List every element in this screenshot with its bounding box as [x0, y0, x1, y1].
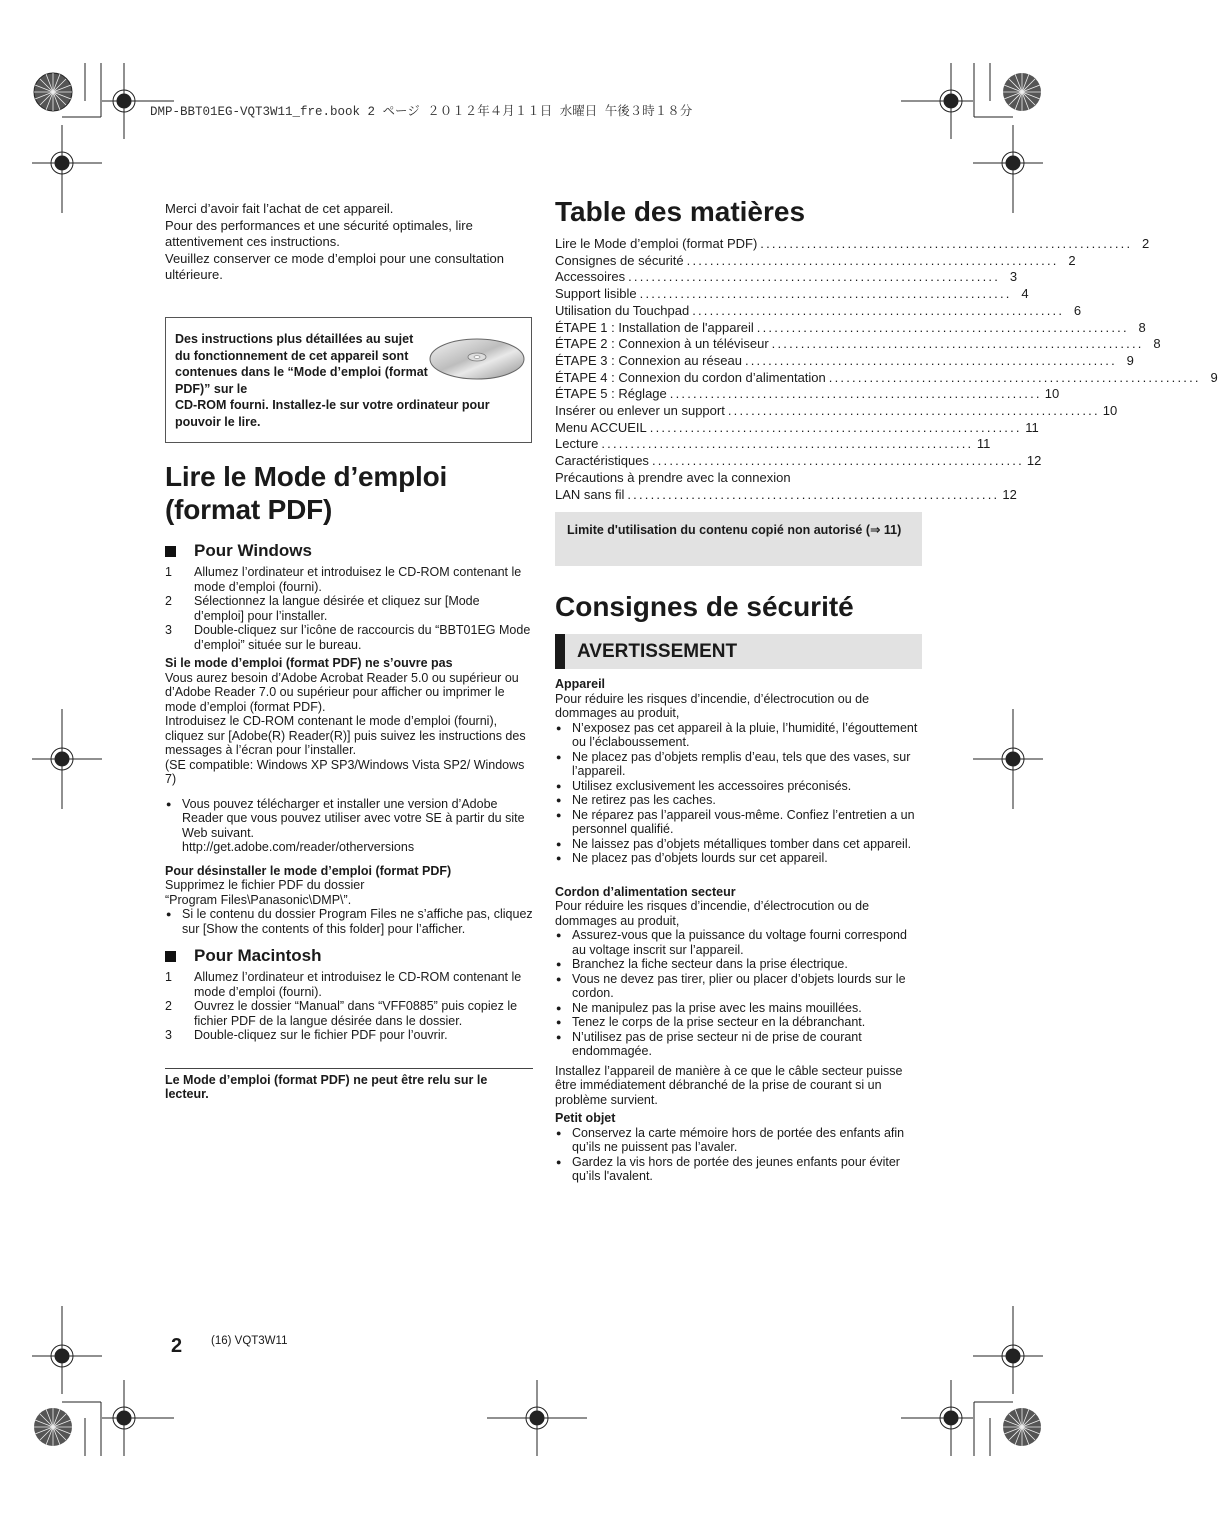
intro-line: Veuillez conserver ce mode d’emploi pour une consultation ultérieure.: [165, 250, 504, 282]
cordon-bullet: ● Ne manipulez pas la prise avec les mains mouillées.: [556, 1000, 862, 1015]
appareil-bullet: ● Ne placez pas d’objets lourds sur cet appareil.: [556, 851, 828, 866]
print-header: DMP-BBT01EG-VQT3W11_fre.book 2 ページ ２０１２年４月１１日 水曜日 午後３時１８分: [150, 105, 693, 119]
page-code: (16) VQT3W11: [211, 1335, 288, 1347]
toc-row[interactable]: Caractéristiques ................................................................ 12: [555, 453, 1042, 469]
appareil-intro: Pour réduire les risques d’incendie, d’électrocution ou de dommages au produit,: [555, 691, 870, 721]
intro-text: [165, 201, 533, 284]
appareil-bullet: ● Ne retirez pas les caches.: [556, 793, 716, 808]
toc-row[interactable]: ÉTAPE 5 : Réglage ................................................................ 10: [555, 386, 1060, 402]
appareil-bullet: ● Ne réparez pas l’appareil vous-même. Confiez l’entretien a un personnel qualifié.: [556, 807, 915, 837]
step-item: 3 Double-cliquez sur le fichier PDF pour l’ouvrir.: [165, 1028, 448, 1042]
warning-bar-marker: [555, 634, 565, 669]
appareil-bullet: ● Utilisez exclusivement les accessoires préconisés.: [556, 778, 852, 793]
appareil-section: [555, 677, 922, 866]
cordon-outro: Installez l’appareil de manière à ce que le câble secteur puisse être immédiatement débranché de la prise de courant si un problème survient.: [555, 1063, 903, 1107]
no-open-heading: Si le mode d’emploi (format PDF) ne s’ouvre pas: [165, 656, 453, 670]
safety-title: Consignes de sécurité: [555, 591, 854, 623]
cordon-heading: Cordon d’alimentation secteur: [555, 884, 736, 899]
toc-row[interactable]: ÉTAPE 2 : Connexion à un téléviseur ................................................................ 8: [555, 336, 1161, 352]
toc-row[interactable]: Support lisible ................................................................ 4: [555, 286, 1029, 302]
uninstall-path: “Program Files\Panasonic\DMP\”.: [165, 892, 352, 907]
toc-row[interactable]: ÉTAPE 3 : Connexion au réseau ................................................................ 9: [555, 352, 1134, 368]
intro-line: Merci d’avoir fait l’achat de cet appareil.: [165, 201, 394, 216]
cordon-bullet: ● Vous ne devez pas tirer, plier ou placer d’objets lourds sur le cordon.: [556, 971, 906, 1001]
mac-steps: [165, 970, 533, 1043]
divider: [165, 1068, 533, 1069]
appareil-bullet: ● N’exposez pas cet appareil à la pluie, l’humidité, l’égouttement ou l’éclaboussement.: [556, 720, 918, 750]
adobe-link[interactable]: http://get.adobe.com/reader/otherversions: [182, 840, 415, 854]
toc-row[interactable]: Accessoires ................................................................ 3: [555, 269, 1018, 285]
pdf-box-text-rest: CD-ROM fourni. Installez-le sur votre ordinateur pour pouvoir le lire.: [175, 398, 490, 429]
cordon-bullet: ● N’utilisez pas de prise secteur ni de prise de courant endommagée.: [556, 1029, 862, 1059]
cordon-bullet: ● Assurez-vous que la puissance du voltage fourni correspond au voltage inscrit sur l’appareil.: [556, 928, 907, 957]
no-open-text: Vous aurez besoin d’Adobe Acrobat Reader 5.0 ou supérieur ou d’Adobe Reader 7.0 ou supérieur pour afficher ou imprimer le mode d’emploi (format PDF).: [165, 670, 519, 714]
petit-section: [555, 1111, 922, 1184]
step-item: 2 Sélectionnez la langue désirée et cliquez sur [Mode d’emploi] pour l’installer.: [165, 594, 480, 623]
mac-heading: Pour Macintosh: [165, 946, 533, 966]
petit-bullet: ● Gardez la vis hors de portée des jeunes enfants pour éviter qu’ils l'avalent.: [556, 1154, 900, 1184]
uninstall-text: Supprimez le fichier PDF du dossier: [165, 878, 365, 892]
right-column: [555, 195, 1218, 1184]
windows-steps: [165, 565, 533, 652]
toc-row[interactable]: Menu ACCUEIL ................................................................ 11: [555, 419, 1039, 435]
lire-section: [165, 460, 533, 1102]
cordon-bullet: ● Tenez le corps de la prise secteur en la débranchant.: [556, 1015, 866, 1030]
uninstall-heading: Pour désinstaller le mode d’emploi (format PDF): [165, 863, 452, 878]
petit-heading: Petit objet: [555, 1111, 616, 1126]
square-bullet-icon: [165, 546, 176, 557]
page-number: 2: [171, 1335, 183, 1357]
step-item: 3 Double-cliquez sur l’icône de raccourcis du “BBT01EG Mode d’emploi” située sur le bureau.: [165, 623, 531, 652]
step-item: 1 Allumez l’ordinateur et introduisez le CD-ROM contenant le mode d’emploi (fourni).: [165, 565, 522, 594]
step-item: 2 Ouvrez le dossier “Manual” dans “VFF0885” puis copiez le fichier PDF de la langue désirée dans le dossier.: [165, 999, 518, 1028]
intro-line: Pour des performances et une sécurité optimales, lire attentivement ces instructions.: [165, 217, 473, 249]
bullet-icon: ●: [166, 909, 172, 919]
toc-row[interactable]: Consignes de sécurité ................................................................ 2: [555, 252, 1076, 268]
cordon-section: [555, 885, 922, 1108]
compat-text: (SE compatible: Windows XP SP3/Windows Vista SP2/ Windows 7): [165, 757, 525, 786]
toc-row[interactable]: LAN sans fil ................................................................ 12: [555, 486, 1017, 502]
appareil-heading: Appareil: [555, 677, 606, 692]
square-bullet-icon: [165, 951, 176, 962]
toc-title: Table des matières: [555, 196, 806, 227]
insert-text: Introduisez le CD-ROM contenant le mode d’emploi (fourni), cliquez sur [Adobe(R) Reader(R)] puis suivez les instructions des messages à l’écran pour l’installer.: [165, 714, 526, 757]
toc-row[interactable]: Lire le Mode d’emploi (format PDF) ................................................................ 2: [555, 236, 1150, 251]
download-bullet: ● Vous pouvez télécharger et installer une version d’Adobe Reader que vous pouvez utiliser avec votre SE à partir du site Web suivant. http://get.adobe.com/reader/otherversions: [166, 796, 525, 854]
appareil-bullet: ● Ne laissez pas d’objets métalliques tomber dans cet appareil.: [556, 836, 912, 851]
toc-row[interactable]: Insérer ou enlever un support ................................................................ 10: [555, 403, 1118, 419]
toc-list: [555, 236, 1218, 503]
petit-bullet: ● Conservez la carte mémoire hors de portée des enfants afin qu’ils ne puissent pas l’avaler.: [556, 1125, 905, 1155]
appareil-bullet: ● Ne placez pas d’objets remplis d’eau, tels que des vases, sur l’appareil.: [556, 749, 911, 779]
toc-row[interactable]: Utilisation du Touchpad ................................................................ 6: [555, 302, 1082, 318]
pdf-box-text-short: Des instructions plus détaillées au sujet du fonctionnement de cet appareil sont contenues dans le “Mode d’emploi (format PDF)” sur le: [175, 332, 428, 396]
cd-rom-icon: [428, 336, 526, 382]
toc-row[interactable]: Lecture ................................................................ 11: [555, 436, 991, 452]
bullet-icon: ●: [166, 798, 172, 809]
warning-label: AVERTISSEMENT: [577, 640, 738, 662]
uninstall-bullet: ● Si le contenu du dossier Program Files ne s’affiche pas, cliquez sur [Show the contents of this folder] pour l’afficher.: [166, 907, 533, 936]
limit-notice: Limite d'utilisation du contenu copié non autorisé (⇒ 11): [555, 512, 922, 566]
lire-title: Lire le Mode d’emploi (format PDF): [165, 461, 448, 525]
cordon-bullet: ● Branchez la fiche secteur dans la prise électrique.: [556, 957, 848, 972]
step-item: 1 Allumez l’ordinateur et introduisez le CD-ROM contenant le mode d’emploi (fourni).: [165, 970, 522, 999]
warning-banner: [555, 634, 922, 669]
pdf-info-box: [165, 317, 532, 443]
windows-heading: Pour Windows: [165, 541, 533, 561]
cordon-intro: Pour réduire les risques d’incendie, d’électrocution ou de dommages au produit,: [555, 899, 870, 928]
pdf-note: Le Mode d’emploi (format PDF) ne peut être relu sur le lecteur.: [165, 1072, 488, 1101]
toc-row-wrap: Précautions à prendre avec la connexion: [555, 469, 791, 485]
toc-row[interactable]: ÉTAPE 1 : Installation de l'appareil ................................................................ 8: [555, 319, 1146, 335]
toc-row[interactable]: ÉTAPE 4 : Connexion du cordon d’alimentation ................................................................ 9: [555, 369, 1218, 385]
